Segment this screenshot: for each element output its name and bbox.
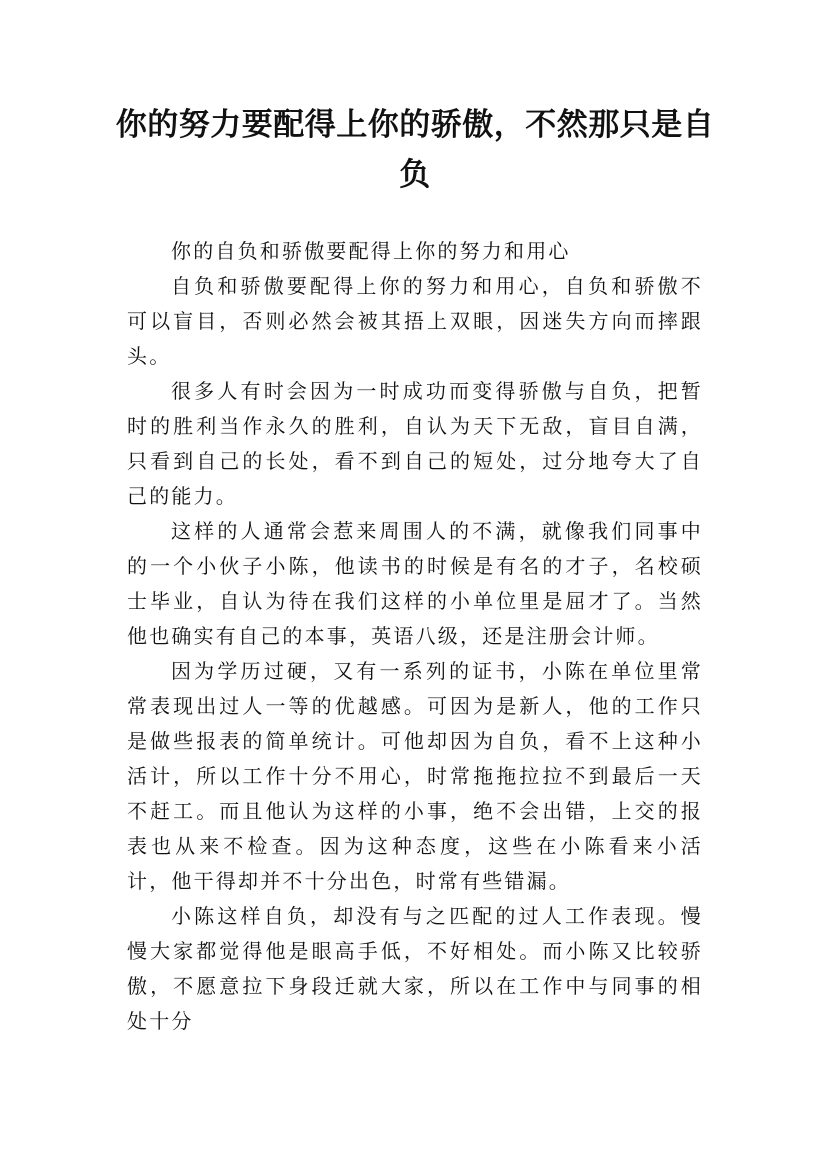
document-body [127,234,703,1039]
paragraph: 这样的人通常会惹来周围人的不满，就像我们同事中的一个小伙子小陈，他读书的时候是有名的才子，名校硕士毕业，自认为待在我们这样的小单位里是屈才了。当然他也确实有自己的本事，英语八级，还是注册会计师。 [127,519,703,648]
document-title: 你的努力要配得上你的骄傲，不然那只是自负 [115,107,715,193]
paragraph: 自负和骄傲要配得上你的努力和用心，自负和骄傲不可以盲目，否则必然会被其捂上双眼，因迷失方向而摔跟头。 [127,274,703,368]
paragraph: 因为学历过硬，又有一系列的证书，小陈在单位里常常表现出过人一等的优越感。可因为是新人，他的工作只是做些报表的简单统计。可他却因为自负，看不上这种小活计，所以工作十分不用心，时常拖拖拉拉不到最后一天不赶工。而且他认为这样的小事，绝不会出错，上交的报表也从来不检查。因为这种态度，这些在小陈看来小活计，他干得却并不十分出色，时常有些错漏。 [127,659,703,893]
paragraph: 很多人有时会因为一时成功而变得骄傲与自负，把暂时的胜利当作永久的胜利，自认为天下无敌，盲目自满，只看到自己的长处，看不到自己的短处，过分地夸大了自己的能力。 [127,379,703,508]
paragraph: 小陈这样自负，却没有与之匹配的过人工作表现。慢慢大家都觉得他是眼高手低，不好相处。而小陈又比较骄傲，不愿意拉下身段迁就大家，所以在工作中与同事的相处十分 [127,904,703,1033]
paragraph-subtitle: 你的自负和骄傲要配得上你的努力和用心 [171,239,571,263]
